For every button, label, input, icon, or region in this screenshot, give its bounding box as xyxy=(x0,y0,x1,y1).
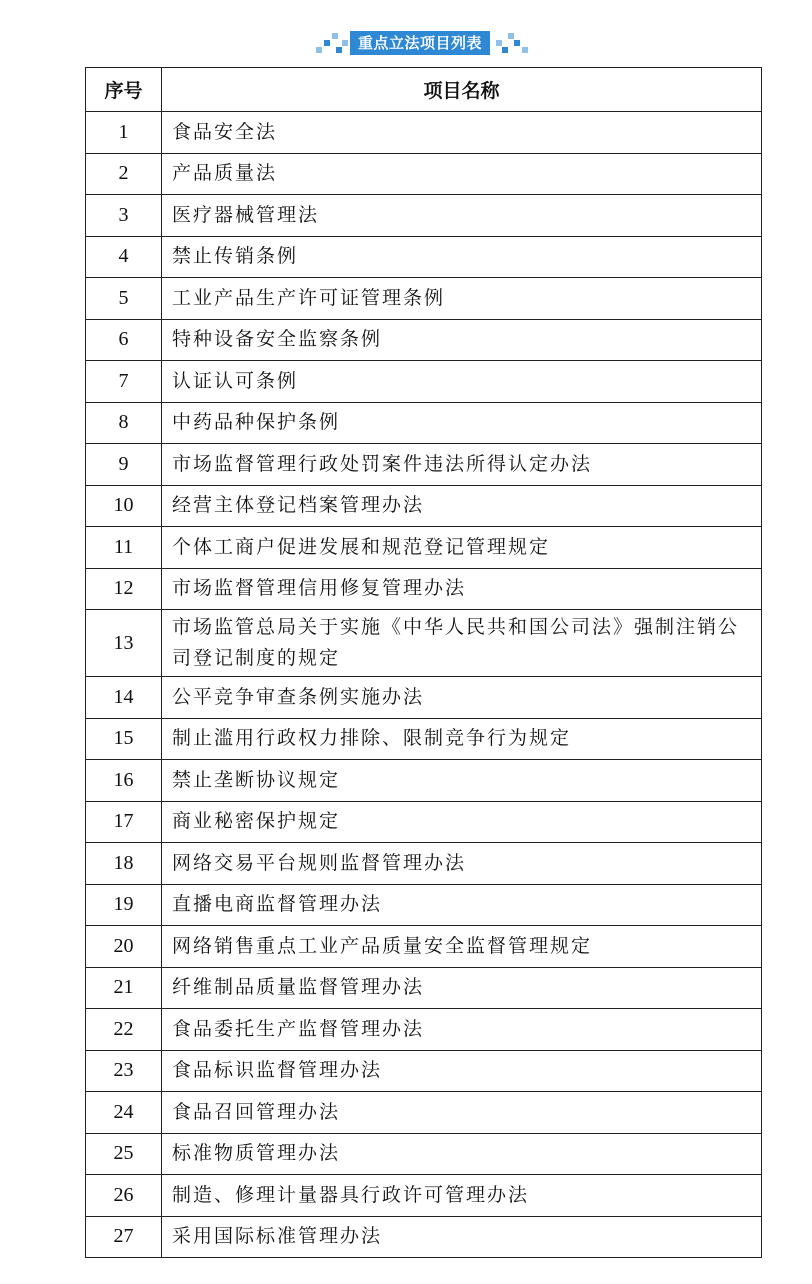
table-row xyxy=(86,361,762,403)
row-number: 11 xyxy=(86,527,162,569)
project-name: 食品召回管理办法 xyxy=(162,1092,762,1134)
row-number: 10 xyxy=(86,485,162,527)
table-row xyxy=(86,1216,762,1258)
project-name: 商业秘密保护规定 xyxy=(162,801,762,843)
table-row xyxy=(86,568,762,610)
row-number: 15 xyxy=(86,718,162,760)
title-banner xyxy=(314,31,532,55)
project-name: 特种设备安全监察条例 xyxy=(162,319,762,361)
table-row xyxy=(86,153,762,195)
decorative-square xyxy=(332,33,338,39)
decorative-square xyxy=(342,40,348,46)
decorative-square xyxy=(336,47,342,53)
row-number: 20 xyxy=(86,926,162,968)
decorative-square xyxy=(514,40,520,46)
table-row xyxy=(86,718,762,760)
row-number: 16 xyxy=(86,760,162,802)
project-name: 产品质量法 xyxy=(162,153,762,195)
page-title: 重点立法项目列表 xyxy=(350,31,490,55)
table-row xyxy=(86,801,762,843)
project-name: 工业产品生产许可证管理条例 xyxy=(162,278,762,320)
header-project-name: 项目名称 xyxy=(162,68,762,112)
table-row xyxy=(86,402,762,444)
project-name: 网络交易平台规则监督管理办法 xyxy=(162,843,762,885)
decorative-square xyxy=(508,33,514,39)
table-row xyxy=(86,926,762,968)
project-name: 标准物质管理办法 xyxy=(162,1133,762,1175)
project-name: 公平竞争审查条例实施办法 xyxy=(162,677,762,719)
project-name: 采用国际标准管理办法 xyxy=(162,1216,762,1258)
project-name: 禁止垄断协议规定 xyxy=(162,760,762,802)
project-name: 直播电商监督管理办法 xyxy=(162,884,762,926)
project-name: 食品委托生产监督管理办法 xyxy=(162,1009,762,1051)
project-name: 市场监督管理行政处罚案件违法所得认定办法 xyxy=(162,444,762,486)
row-number: 3 xyxy=(86,195,162,237)
table-row xyxy=(86,760,762,802)
table-row xyxy=(86,278,762,320)
project-name: 食品安全法 xyxy=(162,112,762,154)
table-row xyxy=(86,319,762,361)
row-number: 9 xyxy=(86,444,162,486)
row-number: 5 xyxy=(86,278,162,320)
project-name: 认证认可条例 xyxy=(162,361,762,403)
decorative-square xyxy=(502,47,508,53)
table-row xyxy=(86,677,762,719)
decorative-square xyxy=(316,47,322,53)
project-name: 个体工商户促进发展和规范登记管理规定 xyxy=(162,527,762,569)
table-header-row xyxy=(86,68,762,112)
table-row xyxy=(86,884,762,926)
project-name: 医疗器械管理法 xyxy=(162,195,762,237)
row-number: 24 xyxy=(86,1092,162,1134)
decorative-square xyxy=(496,40,502,46)
table-row xyxy=(86,444,762,486)
table-row xyxy=(86,485,762,527)
row-number: 25 xyxy=(86,1133,162,1175)
project-table-container xyxy=(85,67,761,1258)
table-row xyxy=(86,527,762,569)
project-name: 市场监管总局关于实施《中华人民共和国公司法》强制注销公司登记制度的规定 xyxy=(162,610,762,677)
table-row xyxy=(86,1009,762,1051)
row-number: 14 xyxy=(86,677,162,719)
table-row xyxy=(86,1175,762,1217)
row-number: 17 xyxy=(86,801,162,843)
row-number: 6 xyxy=(86,319,162,361)
row-number: 1 xyxy=(86,112,162,154)
table-row xyxy=(86,195,762,237)
row-number: 7 xyxy=(86,361,162,403)
project-name: 经营主体登记档案管理办法 xyxy=(162,485,762,527)
row-number: 13 xyxy=(86,610,162,677)
table-row xyxy=(86,967,762,1009)
table-row xyxy=(86,843,762,885)
row-number: 12 xyxy=(86,568,162,610)
decorative-square xyxy=(324,40,330,46)
table-row xyxy=(86,1092,762,1134)
table-row xyxy=(86,112,762,154)
row-number: 2 xyxy=(86,153,162,195)
project-name: 食品标识监督管理办法 xyxy=(162,1050,762,1092)
table-row xyxy=(86,610,762,677)
table-body xyxy=(86,112,762,1258)
project-name: 市场监督管理信用修复管理办法 xyxy=(162,568,762,610)
table-row xyxy=(86,1050,762,1092)
project-name: 禁止传销条例 xyxy=(162,236,762,278)
project-name: 制止滥用行政权力排除、限制竞争行为规定 xyxy=(162,718,762,760)
decorative-square xyxy=(522,47,528,53)
row-number: 18 xyxy=(86,843,162,885)
table-row xyxy=(86,236,762,278)
row-number: 4 xyxy=(86,236,162,278)
row-number: 22 xyxy=(86,1009,162,1051)
row-number: 21 xyxy=(86,967,162,1009)
row-number: 27 xyxy=(86,1216,162,1258)
row-number: 19 xyxy=(86,884,162,926)
row-number: 8 xyxy=(86,402,162,444)
table-row xyxy=(86,1133,762,1175)
header-number: 序号 xyxy=(86,68,162,112)
project-name: 制造、修理计量器具行政许可管理办法 xyxy=(162,1175,762,1217)
project-name: 网络销售重点工业产品质量安全监督管理规定 xyxy=(162,926,762,968)
project-name: 纤维制品质量监督管理办法 xyxy=(162,967,762,1009)
project-name: 中药品种保护条例 xyxy=(162,402,762,444)
project-table xyxy=(85,67,762,1258)
row-number: 26 xyxy=(86,1175,162,1217)
row-number: 23 xyxy=(86,1050,162,1092)
